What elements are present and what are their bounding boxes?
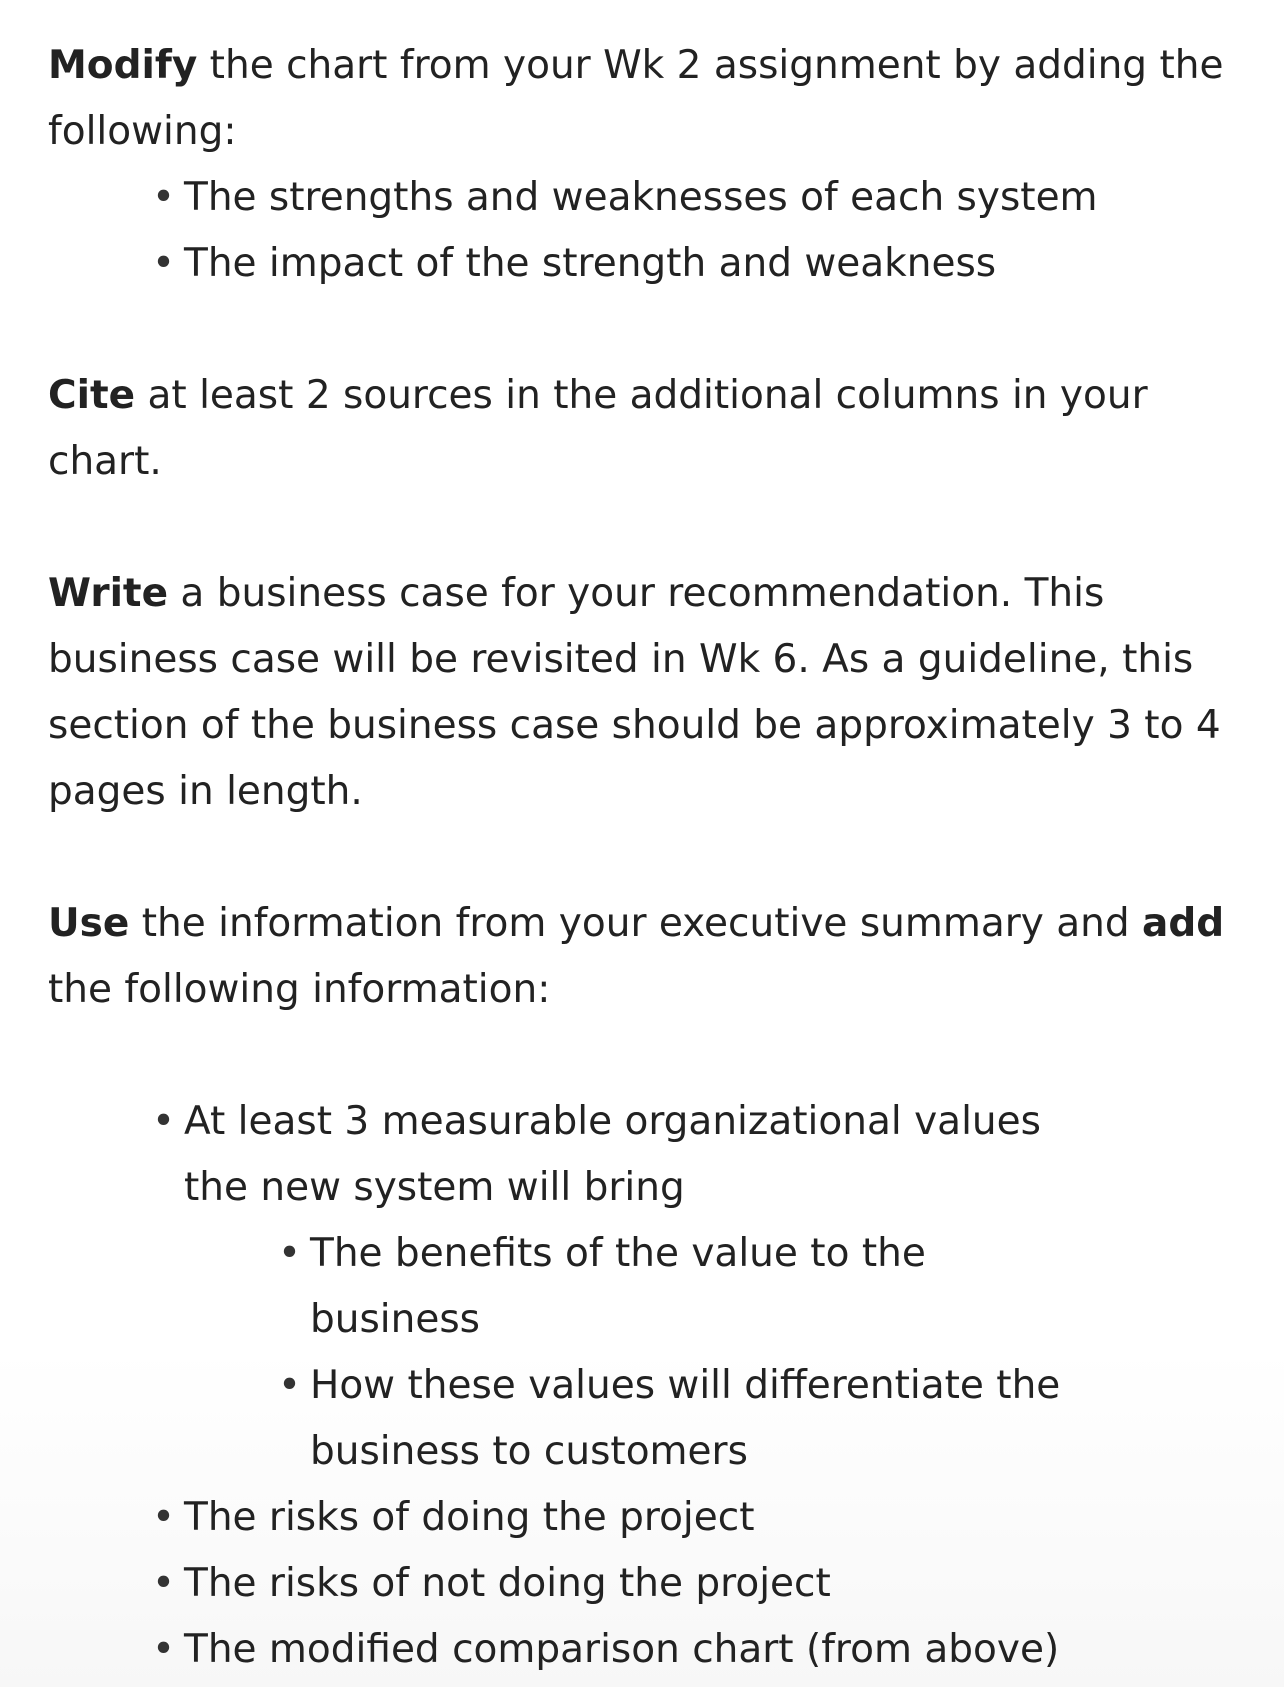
add-keyword: add bbox=[1142, 901, 1225, 946]
spacer bbox=[48, 495, 1284, 561]
modify-paragraph bbox=[48, 33, 1238, 165]
values-sub-list bbox=[184, 1221, 1104, 1485]
spacer bbox=[48, 825, 1284, 891]
spacer bbox=[48, 1023, 1284, 1089]
cite-text: at least 2 sources in the additional columns in your chart. bbox=[48, 373, 1148, 484]
list-item-text: At least 3 measurable organizational values the new system will bring bbox=[184, 1099, 1041, 1210]
list-item: • The modified comparison chart (from above) bbox=[184, 1617, 1104, 1683]
cite-keyword: Cite bbox=[48, 373, 136, 418]
write-keyword: Write bbox=[48, 571, 169, 616]
write-paragraph bbox=[48, 561, 1238, 825]
list-item: • The risks of doing the project bbox=[184, 1485, 1104, 1551]
write-text: a business case for your recommendation. This business case will be revisited in Wk 6. As a guideline, this section of the business case should be approximately 3 to 4 pages in length. bbox=[48, 571, 1221, 814]
spacer bbox=[48, 297, 1284, 363]
use-text-mid: the information from your executive summary and bbox=[129, 901, 1143, 946]
list-item-values bbox=[184, 1089, 1104, 1485]
cite-paragraph bbox=[48, 363, 1238, 495]
modify-text: the chart from your Wk 2 assignment by adding the following: bbox=[48, 43, 1224, 154]
use-bullet-list bbox=[48, 1089, 1284, 1683]
list-item: • The risks of not doing the project bbox=[184, 1551, 1104, 1617]
list-item: • The strengths and weaknesses of each system bbox=[184, 165, 1104, 231]
modify-bullet-list bbox=[48, 165, 1284, 297]
use-paragraph bbox=[48, 891, 1238, 1023]
use-text-end: the following information: bbox=[48, 967, 551, 1012]
list-item: • The impact of the strength and weakness bbox=[184, 231, 1104, 297]
sub-list-item: • The benefits of the value to the business bbox=[310, 1221, 1090, 1353]
modify-keyword: Modify bbox=[48, 43, 198, 88]
use-keyword: Use bbox=[48, 901, 130, 946]
sub-list-item: • How these values will differentiate the business to customers bbox=[310, 1353, 1090, 1485]
